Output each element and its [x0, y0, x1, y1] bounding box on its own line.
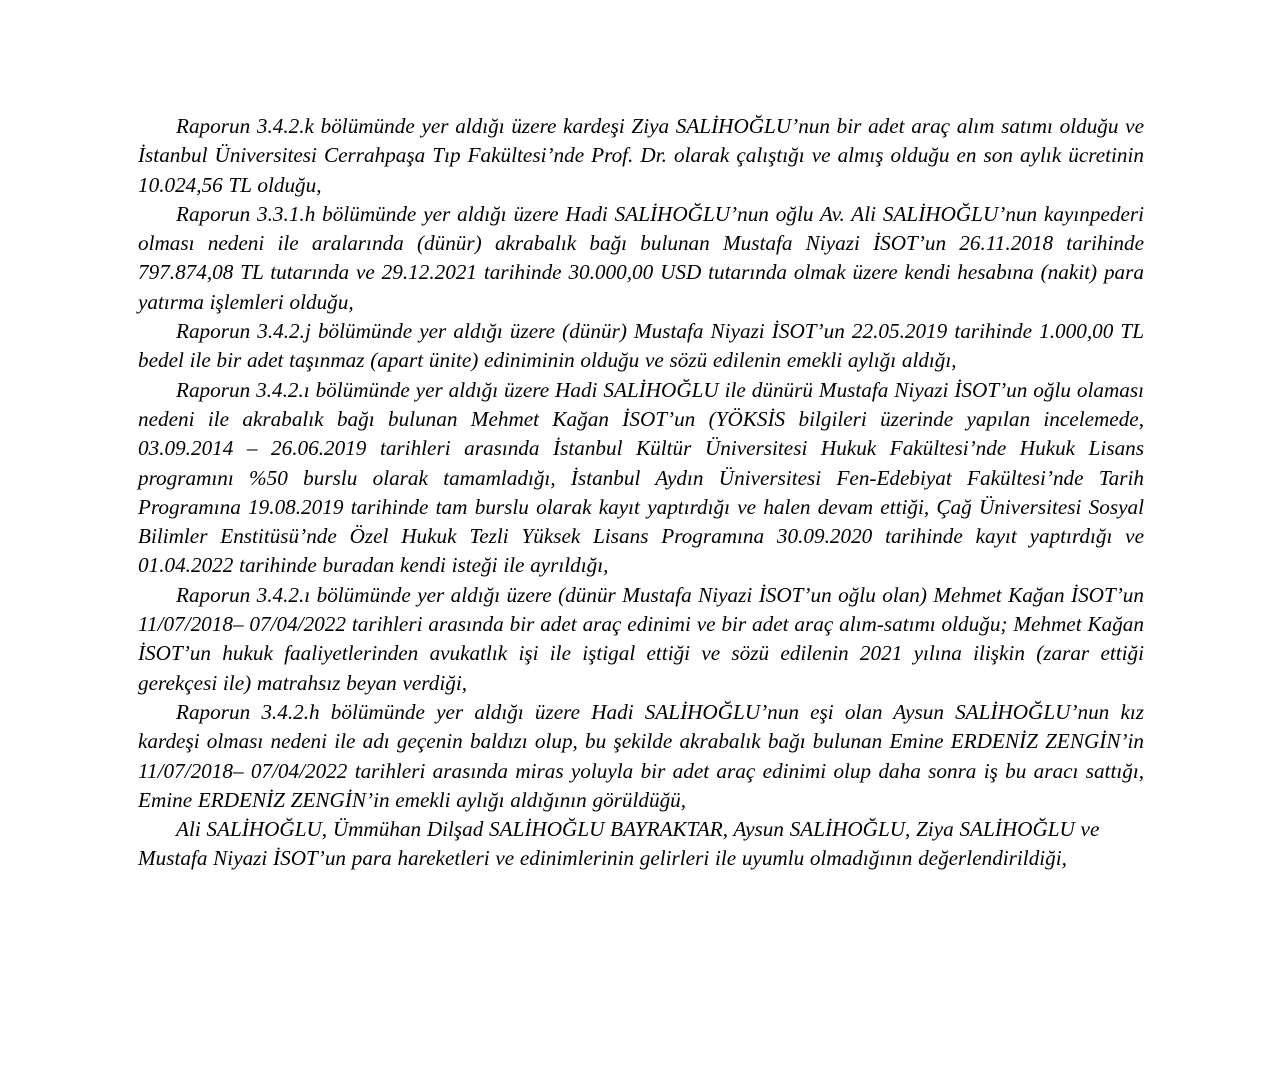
document-body: [138, 112, 1144, 874]
paragraph-report-3-4-2-k: Raporun 3.4.2.k bölümünde yer aldığı üzere kardeşi Ziya SALİHOĞLU’nun bir adet araç alım satımı olduğu ve İstanbul Üniversitesi Cerrahpaşa Tıp Fakültesi’nde Prof. Dr. olarak çalıştığı ve almış olduğu en son aylık ücretinin 10.024,56 TL olduğu,: [138, 114, 1144, 197]
paragraph-report-3-3-1-h: Raporun 3.3.1.h bölümünde yer aldığı üzere Hadi SALİHOĞLU’nun oğlu Av. Ali SALİHOĞLU’nun kayınpederi olması nedeni ile aralarında (dünür) akrabalık bağı bulunan Mustafa Niyazi İSOT’un 26.11.2018 tarihinde 797.874,08 TL tutarında ve 29.12.2021 tarihinde 30.000,00 USD tutarında olmak üzere kendi hesabına (nakit) para yatırma işlemleri olduğu,: [138, 201, 1144, 314]
paragraph-report-3-4-2-i-second: Raporun 3.4.2.ı bölümünde yer aldığı üzere (dünür Mustafa Niyazi İSOT’un oğlu olan) Mehmet Kağan İSOT’un 11/07/2018– 07/04/2022 tarihleri arasında bir adet araç edinimi ve bir adet araç alım-satımı olduğu; Mehmet Kağan İSOT’un hukuk faaliyetlerinden avukatlık işi ile iştigal ettiği ve sözü edilenin 2021 yılına ilişkin (zarar ettiği gerekçesi ile) matrahsız beyan verdiği,: [138, 582, 1144, 695]
paragraph-report-3-4-2-h: Raporun 3.4.2.h bölümünde yer aldığı üzere Hadi SALİHOĞLU’nun eşi olan Aysun SALİHOĞLU’nun kız kardeşi olması nedeni ile adı geçenin baldızı olup, bu şekilde akrabalık bağı bulunan Emine ERDENİZ ZENGİN’in 11/07/2018– 07/04/2022 tarihleri arasında miras yoluyla bir adet araç edinimi olup daha sonra iş bu aracı sattığı, Emine ERDENİZ ZENGİN’in emekli aylığı aldığının görüldüğü,: [138, 699, 1144, 812]
paragraph-assessment: Ali SALİHOĞLU, Ümmühan Dilşad SALİHOĞLU BAYRAKTAR, Aysun SALİHOĞLU, Ziya SALİHOĞLU ve Mustafa Niyazi İSOT’un para hareketleri ve edinimlerinin gelirleri ile uyumlu olmadığının değerlendirildiği,: [138, 817, 1100, 871]
paragraph-report-3-4-2-j: Raporun 3.4.2.j bölümünde yer aldığı üzere (dünür) Mustafa Niyazi İSOT’un 22.05.2019 tarihinde 1.000,00 TL bedel ile bir adet taşınmaz (apart ünite) ediniminin olduğu ve sözü edilenin emekli aylığı aldığı,: [138, 319, 1144, 373]
paragraph-report-3-4-2-i-first: Raporun 3.4.2.ı bölümünde yer aldığı üzere Hadi SALİHOĞLU ile dünürü Mustafa Niyazi İSOT’un oğlu olaması nedeni ile akrabalık bağı bulunan Mehmet Kağan İSOT’un (YÖKSİS bilgileri üzerinde yapılan incelemede, 03.09.2014 – 26.06.2019 tarihleri arasında İstanbul Kültür Üniversitesi Hukuk Fakültesi’nde Hukuk Lisans programını %50 burslu olarak tamamladığı, İstanbul Aydın Üniversitesi Fen-Edebiyat Fakültesi’nde Tarih Programına 19.08.2019 tarihinde tam burslu olarak kayıt yaptırdığı ve halen devam ettiği, Çağ Üniversitesi Sosyal Bilimler Enstitüsü’nde Özel Hukuk Tezli Yüksek Lisans Programına 30.09.2020 tarihinde kayıt yaptırdığı ve 01.04.2022 tarihinde buradan kendi isteği ile ayrıldığı,: [138, 377, 1144, 578]
